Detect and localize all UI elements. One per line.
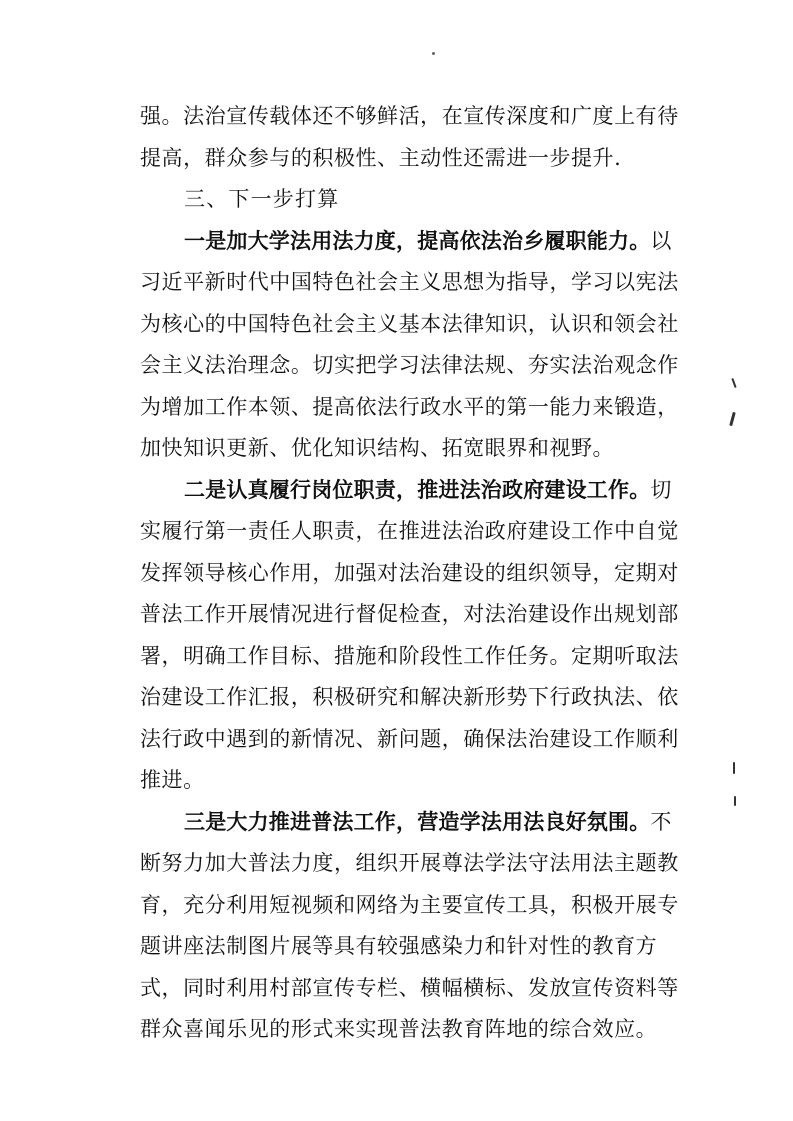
body-text-line: 会主义法治理念。切实把学习法律法规、夯实法治观念作 [140, 353, 679, 377]
item-3-lead: 三是大力推进普法工作，营造学法用法良好氛围。 [184, 809, 651, 834]
body-text-line: 断努力加大普法力度，组织开展尊法学法守法用法主题教 [140, 851, 679, 875]
body-text-line: 治建设工作汇报，积极研究和解决新形势下行政执法、依 [140, 685, 679, 709]
item-2-first-line [140, 470, 670, 512]
item-1-lead: 一是加大学法用法力度，提高依法治乡履职能力。 [184, 228, 651, 253]
item-1-lead-rest: 以 [650, 228, 672, 253]
item-3-first-line [140, 802, 670, 844]
body-text-line: 发挥领导核心作用，加强对法治建设的组织领导，定期对 [140, 560, 679, 585]
scan-mark [734, 796, 736, 806]
item-1-first-line [140, 221, 670, 263]
body-text-line: 法行政中遇到的新情况、新问题，确保法治建设工作顺利 [140, 726, 679, 751]
body-text-line: 提高，群众参与的积极性、主动性还需进一步提升. [140, 145, 622, 170]
body-text-line: 署，明确工作目标、措施和阶段性工作任务。定期听取法 [140, 643, 679, 668]
body-text-line: 题讲座法制图片展等具有较强感染力和针对性的教育方 [140, 934, 658, 958]
item-2-lead: 二是认真履行岗位职责，推进法治政府建设工作。 [184, 477, 651, 502]
body-text-line: 为核心的中国特色社会主义基本法律知识，认识和领会社 [140, 311, 679, 336]
scan-mark [729, 412, 736, 426]
section-heading: 三、下一步打算 [184, 187, 340, 211]
body-text-line: 强。法治宣传载体还不够鲜活，在宣传深度和广度上有待 [140, 104, 679, 128]
item-2-lead-rest: 切 [650, 477, 672, 502]
body-text-line: 为增加工作本领、提高依法行政水平的第一能力来锻造， [140, 394, 679, 419]
body-text-line: 育，充分利用短视频和网络为主要宣传工具，积极开展专 [140, 892, 679, 917]
body-text-line: 实履行第一责任人职责，在推进法治政府建设工作中自觉 [140, 519, 679, 543]
body-text-line: 普法工作开展情况进行督促检查，对法治建设作出规划部 [140, 602, 679, 626]
document-body [140, 96, 679, 1051]
scan-mark [731, 378, 736, 388]
body-text-line: 推进。 [140, 768, 205, 792]
scan-speck [432, 52, 435, 55]
body-text-line: 群众喜闻乐见的形式来实现普法教育阵地的综合效应。 [140, 1017, 658, 1041]
body-text-line: 习近平新时代中国特色社会主义思想为指导，学习以宪法 [140, 270, 679, 294]
item-3-lead-rest: 不 [650, 809, 672, 834]
body-text-line: 加快知识更新、优化知识结构、拓宽眼界和视野。 [140, 436, 615, 460]
body-text-line: 式，同时利用村部宣传专栏、横幅横标、发放宣传资料等 [140, 975, 679, 1000]
scan-mark [733, 762, 735, 774]
